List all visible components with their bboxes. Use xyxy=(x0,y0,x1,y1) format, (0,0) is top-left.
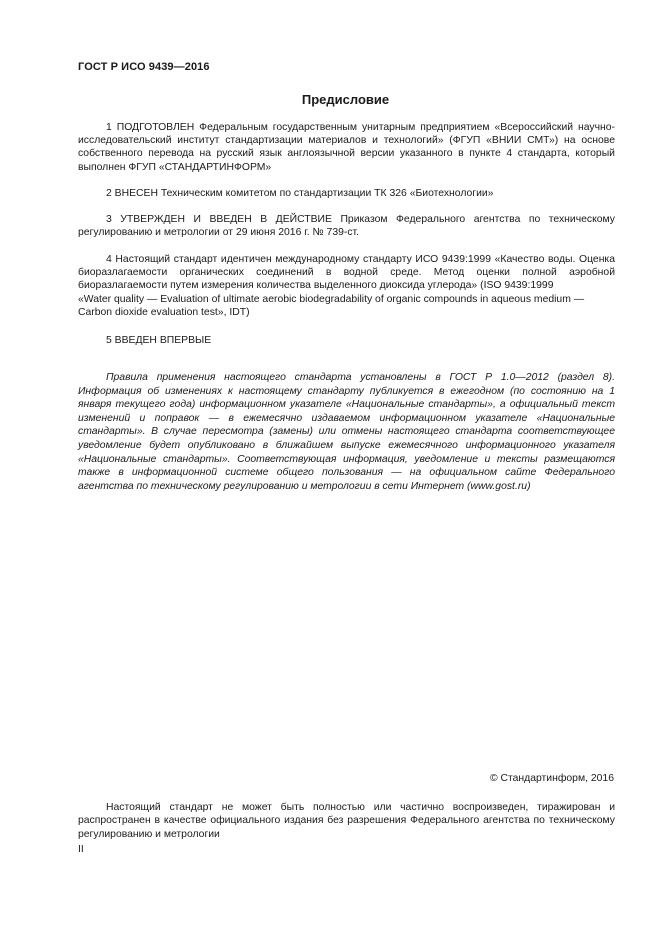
copyright: © Стандартинформ, 2016 xyxy=(489,773,614,784)
reproduction-notice: Настоящий стандарт не может быть полностью или частично воспроизведен, тиражирован и распространен в качестве официального издания без разрешения Федерального агентства по техническому регулированию и метрологии xyxy=(78,802,615,840)
standard-code: ГОСТ Р ИСО 9439—2016 xyxy=(78,61,210,73)
preface-item-1: 1 ПОДГОТОВЛЕН Федеральным государственным унитарным предприятием «Всероссийский научно-исследовательский институт стандартизации материалов и технологий» (ФГУП «ВНИИ СМТ») на основе собственного перевода на русский язык англоязычной версии указанного в пункте 4 стандарта, который выполнен ФГУП «СТАНДАРТИНФОРМ» xyxy=(78,122,615,173)
preface-item-2: 2 ВНЕСЕН Техническим комитетом по стандартизации ТК 326 «Биотехнологии» xyxy=(106,188,494,199)
preface-item-5: 5 ВВЕДЕН ВПЕРВЫЕ xyxy=(106,335,212,346)
preface-item-4-continuation: «Water quality — Evaluation of ultimate aerobic biodegradability of organic compounds in aqueous medium — Carbon dioxide evaluation test», IDT) xyxy=(78,294,585,319)
rules-notice: Правила применения настоящего стандарта установлены в ГОСТ Р 1.0—2012 (раздел 8). Информация об изменениях к настоящему стандарту публикуется в ежегодном (по состоянию на 1 января текущего года) информационном указателе «Национальные стандарты», а официальный текст изменений и поправок — в ежемесячно издаваемом информационном указателе «Национальные стандарты». В случае пересмотра (замены) или отмены настоящего стандарта соответствующее уведомление будет опубликовано в ближайшем выпуске ежемесячного информационного указателя «Национальные стандарты». Соответствующая информация, уведомление и тексты размещаются также в информационной системе общего пользования — на официальном сайте Федерального агентства по техническому регулированию и метрологии в сети Интернет (www.gost.ru) xyxy=(78,372,615,492)
preface-item-3: 3 УТВЕРЖДЕН И ВВЕДЕН В ДЕЙСТВИЕ Приказом Федерального агентства по техническому регулированию и метрологии от 29 июня 2016 г. № 739-ст. xyxy=(78,214,615,239)
page-number: II xyxy=(78,844,84,855)
page-title: Предисловие xyxy=(301,92,390,107)
preface-item-4: 4 Настоящий стандарт идентичен международному стандарту ИСО 9439:1999 «Качество воды. Оценка биоразлагаемости органических соединений в водной среде. Метод оценки полной аэробной биоразлагаемости путем измерения количества выделенного диоксида углерода» (ISO 9439:1999 xyxy=(78,254,615,292)
